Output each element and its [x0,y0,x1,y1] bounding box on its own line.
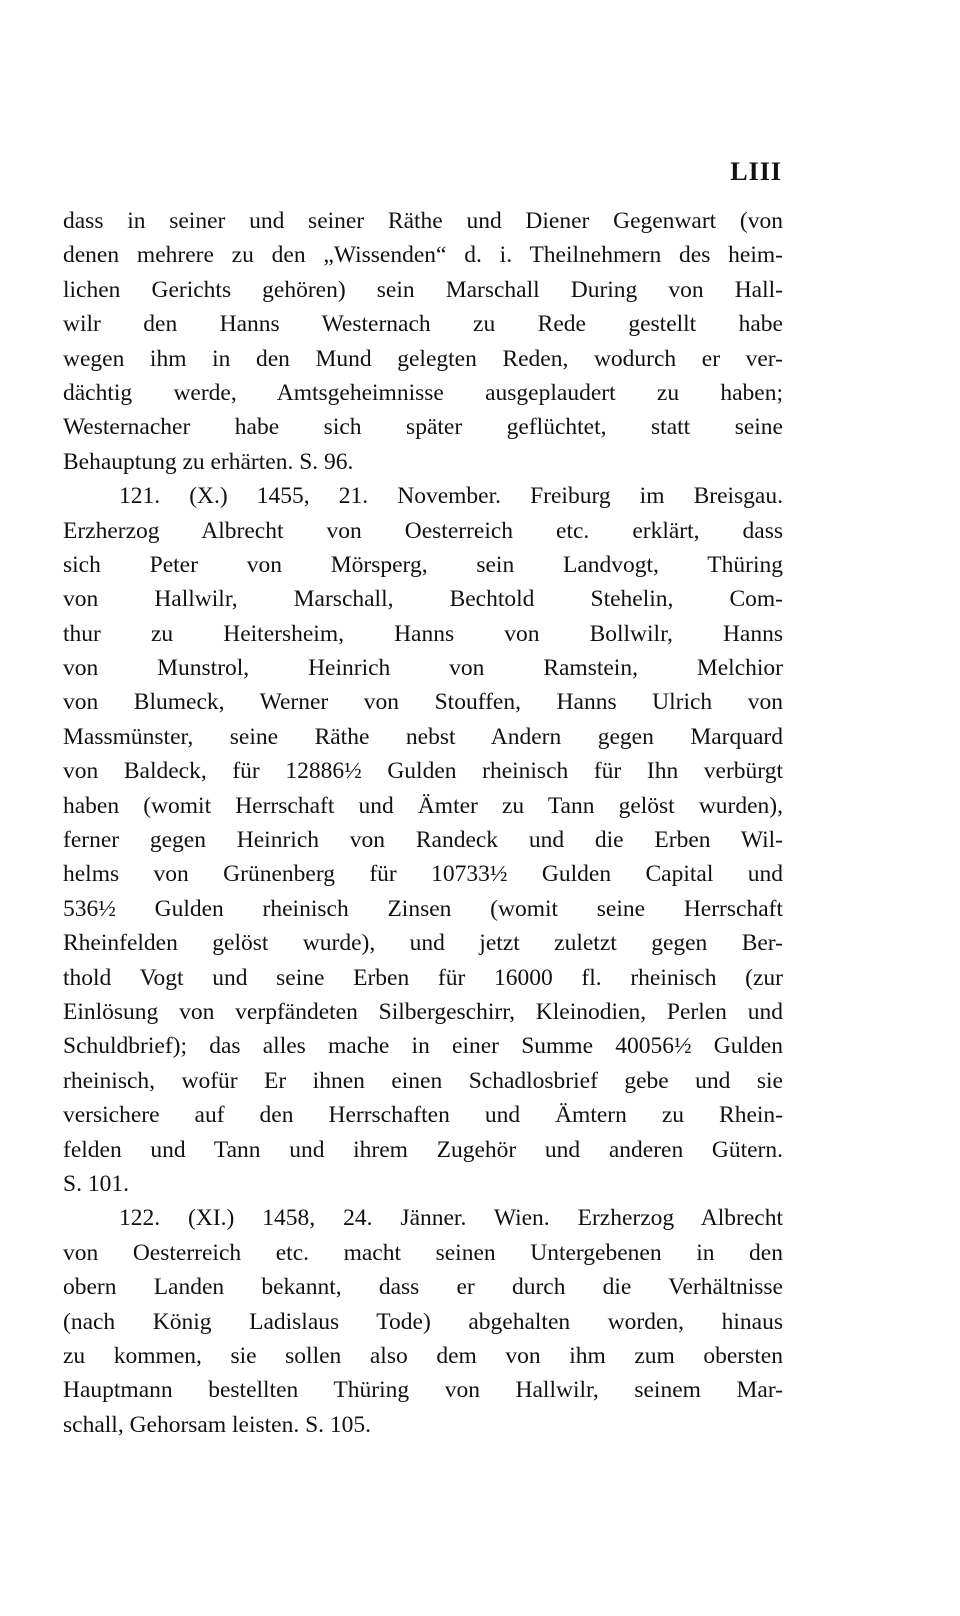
text-line: Hauptmann bestellten Thüring von Hallwilr, seinem Mar- [63,1377,783,1404]
text-line: helms von Grünenberg für 10733½ Gulden Capital und [63,861,783,888]
text-line: wegen ihm in den Mund gelegten Reden, wodurch er ver- [63,345,783,372]
page-number: LIII [730,157,782,186]
text-line: von Baldeck, für 12886½ Gulden rheinisch für Ihn verbürgt [63,758,783,785]
text-line: ferner gegen Heinrich von Randeck und die Erben Wil- [63,827,783,854]
text-line: 122. (XI.) 1458, 24. Jänner. Wien. Erzherzog Albrecht [119,1205,783,1232]
text-line: rheinisch, wofür Er ihnen einen Schadlosbrief gebe und sie [63,1067,783,1094]
text-line: dächtig werde, Amtsgeheimnisse ausgeplaudert zu haben; [63,379,783,406]
text-line: Westernacher habe sich später geflüchtet, statt seine [63,414,783,441]
text-line: felden und Tann und ihrem Zugehör und anderen Gütern. [63,1136,783,1163]
text-line: S. 101. [63,1170,129,1197]
body-text [63,204,783,1442]
text-line: schall, Gehorsam leisten. S. 105. [63,1411,372,1438]
text-line: von Hallwilr, Marschall, Bechtold Stehelin, Com- [63,586,783,613]
text-line: von Munstrol, Heinrich von Ramstein, Melchior [63,655,783,682]
text-line: lichen Gerichts gehören) sein Marschall During von Hall- [63,276,783,303]
text-line: 121. (X.) 1455, 21. November. Freiburg im Breisgau. [119,483,783,510]
text-line: von Oesterreich etc. macht seinen Untergebenen in den [63,1239,783,1266]
text-line: Schuldbrief); das alles mache in einer Summe 40056½ Gulden [63,1033,783,1060]
text-line: versichere auf den Herrschaften und Ämtern zu Rhein- [63,1102,783,1129]
text-line: obern Landen bekannt, dass er durch die Verhältnisse [63,1274,783,1301]
text-line: haben (womit Herrschaft und Ämter zu Tann gelöst wurden), [63,792,783,819]
text-line: thur zu Heitersheim, Hanns von Bollwilr, Hanns [63,620,783,647]
text-line: zu kommen, sie sollen also dem von ihm zum obersten [63,1342,783,1369]
text-line: sich Peter von Mörsperg, sein Landvogt, Thüring [63,551,783,578]
text-line: Behauptung zu erhärten. S. 96. [63,448,354,475]
text-line: thold Vogt und seine Erben für 16000 fl. rheinisch (zur [63,964,783,991]
text-line: von Blumeck, Werner von Stouffen, Hanns Ulrich von [63,689,783,716]
text-line: denen mehrere zu den „Wissenden“ d. i. Theilnehmern des heim- [63,242,783,269]
text-line: Massmünster, seine Räthe nebst Andern gegen Marquard [63,723,783,750]
text-line: dass in seiner und seiner Räthe und Diener Gegenwart (von [63,208,783,234]
text-line: wilr den Hanns Westernach zu Rede gestellt habe [63,311,783,338]
text-line: 536½ Gulden rheinisch Zinsen (womit seine Herrschaft [63,895,783,922]
text-line: Rheinfelden gelöst wurde), und jetzt zuletzt gegen Ber- [63,930,783,957]
text-line: Einlösung von verpfändeten Silbergeschirr, Kleinodien, Perlen und [63,998,783,1025]
text-line: (nach König Ladislaus Tode) abgehalten worden, hinaus [63,1308,783,1335]
text-line: Erzherzog Albrecht von Oesterreich etc. erklärt, dass [63,517,783,544]
